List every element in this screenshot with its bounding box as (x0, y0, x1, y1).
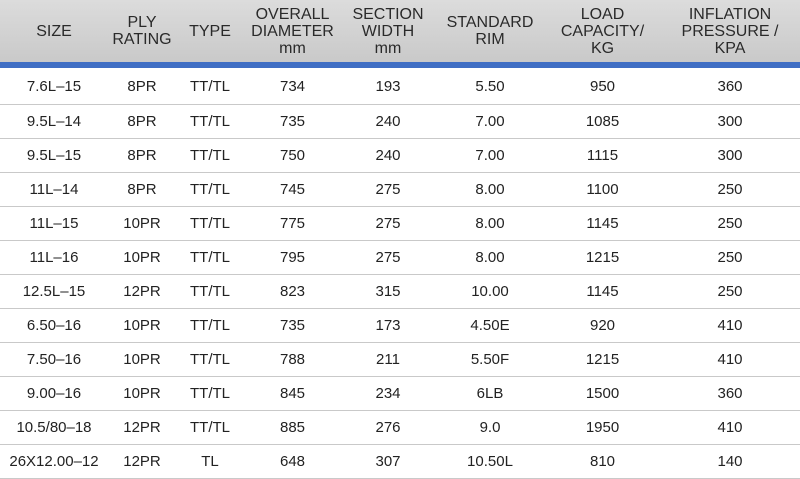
cell-size: 11L–14 (0, 173, 108, 207)
cell-overall-diameter: 734 (244, 65, 341, 105)
cell-ply-rating: 10PR (108, 241, 176, 275)
cell-inflation-pressure: 300 (660, 105, 800, 139)
cell-ply-rating: 8PR (108, 65, 176, 105)
cell-size: 12.5L–15 (0, 275, 108, 309)
cell-load-capacity: 1085 (545, 105, 660, 139)
cell-ply-rating: 12PR (108, 275, 176, 309)
cell-inflation-pressure: 410 (660, 343, 800, 377)
cell-type: TT/TL (176, 207, 244, 241)
cell-ply-rating: 12PR (108, 445, 176, 479)
cell-type: TT/TL (176, 65, 244, 105)
table-row (0, 445, 800, 479)
table-row (0, 377, 800, 411)
cell-ply-rating: 12PR (108, 411, 176, 445)
cell-load-capacity: 1215 (545, 343, 660, 377)
cell-standard-rim: 4.50E (435, 309, 545, 343)
cell-ply-rating: 8PR (108, 139, 176, 173)
table-row (0, 105, 800, 139)
cell-load-capacity: 1100 (545, 173, 660, 207)
cell-overall-diameter: 648 (244, 445, 341, 479)
cell-inflation-pressure: 250 (660, 173, 800, 207)
cell-ply-rating: 8PR (108, 173, 176, 207)
table-row (0, 411, 800, 445)
cell-type: TL (176, 445, 244, 479)
cell-section-width: 240 (341, 139, 435, 173)
cell-standard-rim: 8.00 (435, 173, 545, 207)
cell-overall-diameter: 735 (244, 309, 341, 343)
cell-standard-rim: 6LB (435, 377, 545, 411)
cell-size: 7.50–16 (0, 343, 108, 377)
cell-load-capacity: 1950 (545, 411, 660, 445)
header-overall-diameter: OVERALL DIAMETER mm (244, 0, 341, 65)
cell-size: 11L–16 (0, 241, 108, 275)
cell-inflation-pressure: 250 (660, 241, 800, 275)
cell-ply-rating: 10PR (108, 207, 176, 241)
table-body (0, 65, 800, 479)
cell-inflation-pressure: 250 (660, 275, 800, 309)
cell-type: TT/TL (176, 343, 244, 377)
cell-load-capacity: 950 (545, 65, 660, 105)
cell-section-width: 307 (341, 445, 435, 479)
cell-inflation-pressure: 140 (660, 445, 800, 479)
cell-overall-diameter: 788 (244, 343, 341, 377)
cell-inflation-pressure: 410 (660, 411, 800, 445)
cell-ply-rating: 10PR (108, 343, 176, 377)
cell-inflation-pressure: 360 (660, 65, 800, 105)
cell-load-capacity: 920 (545, 309, 660, 343)
cell-ply-rating: 8PR (108, 105, 176, 139)
cell-ply-rating: 10PR (108, 377, 176, 411)
cell-section-width: 240 (341, 105, 435, 139)
header-ply-rating: PLY RATING (108, 0, 176, 65)
table-row (0, 207, 800, 241)
cell-section-width: 275 (341, 207, 435, 241)
cell-size: 7.6L–15 (0, 65, 108, 105)
cell-overall-diameter: 885 (244, 411, 341, 445)
cell-size: 9.5L–14 (0, 105, 108, 139)
cell-section-width: 315 (341, 275, 435, 309)
cell-overall-diameter: 745 (244, 173, 341, 207)
cell-load-capacity: 810 (545, 445, 660, 479)
cell-load-capacity: 1500 (545, 377, 660, 411)
table-row (0, 275, 800, 309)
cell-section-width: 173 (341, 309, 435, 343)
table-header-row (0, 0, 800, 65)
cell-load-capacity: 1115 (545, 139, 660, 173)
cell-type: TT/TL (176, 241, 244, 275)
cell-overall-diameter: 795 (244, 241, 341, 275)
cell-standard-rim: 10.00 (435, 275, 545, 309)
cell-size: 9.5L–15 (0, 139, 108, 173)
cell-load-capacity: 1145 (545, 275, 660, 309)
table-row (0, 343, 800, 377)
cell-inflation-pressure: 410 (660, 309, 800, 343)
cell-standard-rim: 7.00 (435, 139, 545, 173)
cell-type: TT/TL (176, 173, 244, 207)
cell-section-width: 275 (341, 173, 435, 207)
cell-size: 11L–15 (0, 207, 108, 241)
cell-section-width: 275 (341, 241, 435, 275)
cell-section-width: 234 (341, 377, 435, 411)
cell-standard-rim: 5.50F (435, 343, 545, 377)
cell-type: TT/TL (176, 377, 244, 411)
table-row (0, 65, 800, 105)
cell-type: TT/TL (176, 309, 244, 343)
cell-type: TT/TL (176, 275, 244, 309)
cell-overall-diameter: 775 (244, 207, 341, 241)
table-row (0, 309, 800, 343)
table-row (0, 139, 800, 173)
cell-inflation-pressure: 300 (660, 139, 800, 173)
cell-type: TT/TL (176, 105, 244, 139)
cell-size: 10.5/80–18 (0, 411, 108, 445)
cell-inflation-pressure: 360 (660, 377, 800, 411)
cell-load-capacity: 1145 (545, 207, 660, 241)
cell-load-capacity: 1215 (545, 241, 660, 275)
cell-overall-diameter: 823 (244, 275, 341, 309)
cell-standard-rim: 9.0 (435, 411, 545, 445)
cell-standard-rim: 8.00 (435, 241, 545, 275)
cell-section-width: 211 (341, 343, 435, 377)
cell-type: TT/TL (176, 411, 244, 445)
header-load-capacity: LOAD CAPACITY/ KG (545, 0, 660, 65)
cell-overall-diameter: 750 (244, 139, 341, 173)
cell-section-width: 193 (341, 65, 435, 105)
cell-standard-rim: 10.50L (435, 445, 545, 479)
cell-size: 9.00–16 (0, 377, 108, 411)
table-row (0, 173, 800, 207)
cell-section-width: 276 (341, 411, 435, 445)
header-inflation-pressure: INFLATION PRESSURE / KPA (660, 0, 800, 65)
cell-inflation-pressure: 250 (660, 207, 800, 241)
header-section-width: SECTION WIDTH mm (341, 0, 435, 65)
table-row (0, 241, 800, 275)
header-size: SIZE (0, 0, 108, 65)
cell-overall-diameter: 735 (244, 105, 341, 139)
cell-standard-rim: 5.50 (435, 65, 545, 105)
cell-size: 26X12.00–12 (0, 445, 108, 479)
header-standard-rim: STANDARD RIM (435, 0, 545, 65)
cell-standard-rim: 7.00 (435, 105, 545, 139)
cell-ply-rating: 10PR (108, 309, 176, 343)
cell-overall-diameter: 845 (244, 377, 341, 411)
header-type: TYPE (176, 0, 244, 65)
cell-type: TT/TL (176, 139, 244, 173)
cell-standard-rim: 8.00 (435, 207, 545, 241)
cell-size: 6.50–16 (0, 309, 108, 343)
